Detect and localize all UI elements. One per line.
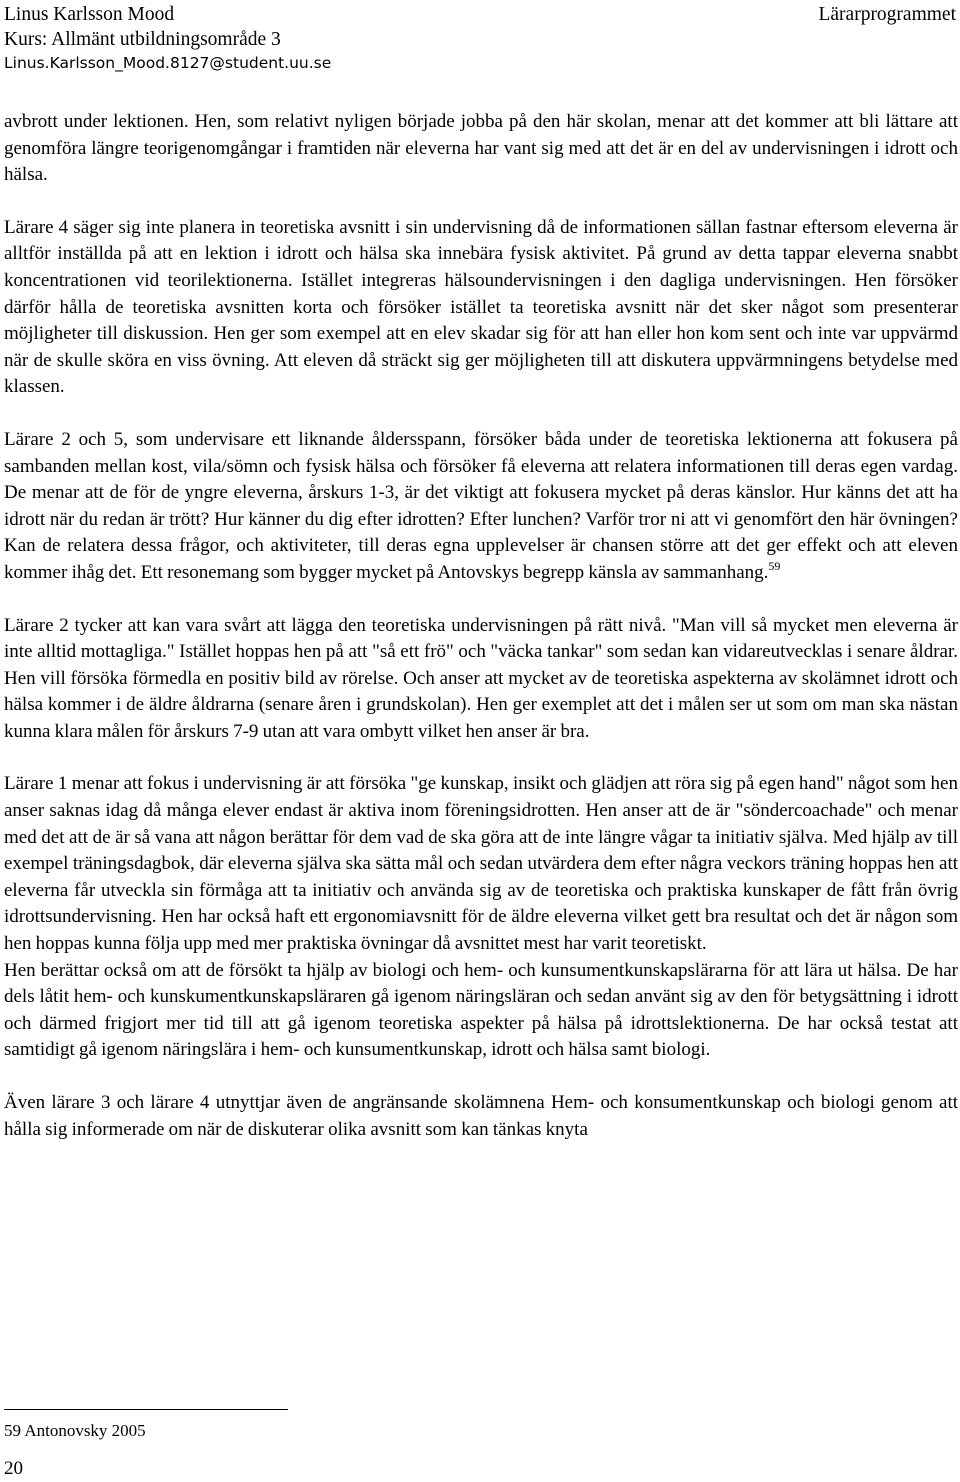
paragraph-7: Även lärare 3 och lärare 4 utnyttjar även de angränsande skolämnena Hem- och konsumentkunskap och biologi genom att hålla sig informerade om när de diskuterar olika avsnitt som kan tänkas knyta xyxy=(4,1092,958,1140)
header-course: Kurs: Allmänt utbildningsområde 3 xyxy=(4,29,281,50)
footnote-separator xyxy=(4,1409,288,1410)
paragraph-4: Lärare 2 tycker att kan vara svårt att lägga den teoretiska undervisningen på rätt nivå. "Man vill så mycket men eleverna är inte alltid mottagliga." Istället hoppas hen på att "så ett frö" och "väcka tankar" som sedan kan vidareutvecklas i senare åldrar. Hen vill försöka förmedla en positiv bild av rörelse. Och anser att mycket av de teoretiska aspekterna av skolämnet idrott och hälsa kommer i de äldre åldrarna (senare åren i grundskolan). Hen ger exemplet att det i målen ser ut som om man ska nästan kunna klara målen för årskurs 7-9 utan att vara ombytt vilket hen anser är bra. xyxy=(4,614,958,742)
paragraph-3-text: Lärare 2 och 5, som undervisare ett liknande åldersspann, försöker båda under de teoretiska lektionerna att fokusera på sambanden mellan kost, vila/sömn och fysisk hälsa och försöker få eleverna att relatera informationen till deras egen vardag. De menar att de för de yngre eleverna, årskurs 1-3, är det viktigt att fokusera mycket på deras känslor. Hur känns det att ha idrott när du redan är trött? Hur känner du dig efter idrotten? Efter lunchen? Varför tror ni att vi genomfört den här övningen? Kan de relatera dessa frågor, och aktiviteter, till deras egna upplevelser är chansen större att det ger effekt och att eleven kommer ihåg det. Ett resonemang som bygger mycket på Antovskys begrepp känsla av sammanhang. xyxy=(4,428,958,583)
header-author: Linus Karlsson Mood xyxy=(4,4,175,25)
body-text xyxy=(4,109,958,1143)
paragraph-3 xyxy=(4,427,958,587)
footnote-text: Antonovsky 2005 xyxy=(24,1421,146,1440)
page-header xyxy=(4,2,956,75)
paragraph-2: Lärare 4 säger sig inte planera in teoretiska avsnitt i sin undervisning då de informationen sällan fastnar eftersom eleverna är alltför inställda på att en lektion i idrott och hälsa ska innebära fysisk aktivitet. På grund av detta tappar eleverna snabbt koncentrationen vid teorilektionerna. Istället integreras hälsoundervisningen i den dagliga undervisningen. Hen försöker därför hålla de teoretiska avsnitten korta och försöker istället ta teoretiska avsnitt när det sker något som presenterar möjligheter till diskussion. Hen ger som exempel att en elev skadar sig för att han eller hon kom sent och inte var uppvärmd när de skulle sköra en viss övning. Att eleven då sträckt sig ger möjligheten till att diskutera uppvärmningens betydelse med klassen. xyxy=(4,216,958,398)
header-email: Linus.Karlsson_Mood.8127@student.uu.se xyxy=(4,54,332,72)
paragraph-6: Hen berättar också om att de försökt ta hjälp av biologi och hem- och kunsumentkunskapslärarna för att lära ut hälsa. De har dels låtit hem- och kunskumentkunskapsläraren gå igenom näringsläran och sedan använt sig av den för betygsättning i idrott och därmed frigjort mer tid till att gå igenom teoretiska aspekter på hälsa på idrottslektionerna. De har också testat att samtidigt gå igenom näringslära i hem- och kunsumentkunskap, idrott och hälsa samt biologi. xyxy=(4,959,958,1061)
footnote-number: 59 xyxy=(4,1421,21,1440)
page-number: 20 xyxy=(4,1458,23,1479)
footnote xyxy=(4,1420,146,1442)
paragraph-5: Lärare 1 menar att fokus i undervisning är att försöka "ge kunskap, insikt och glädjen att röra sig på egen hand" något som hen anser saknas idag då många elever endast är aktiva inom föreningsidrotten. Hen anser att de är "söndercoachade" och menar med det att de är så vana att någon berättar för dem vad de ska göra att de inte längre vågar ta initiativ själva. Med hjälp av till exempel träningsdagbok, där eleverna själva ska sätta mål och sedan utvärdera dem efter några veckors träning hoppas hen att eleverna får utveckla sin förmåga att ta initiativ och använda sig av de teoretiska och praktiska kunskaper de fått från övrig idrottsundervisning. Hen har också haft ett ergonomiavsnitt för de äldre eleverna vilket gett bra resultat och det är någon som hen hoppas kunna följa upp med mer praktiska övningar då avsnittet mest har varit teoretiskt. xyxy=(4,773,958,955)
header-program: Lärarprogrammet xyxy=(818,4,956,25)
footnote-reference: 59 xyxy=(768,558,781,573)
paragraph-1: avbrott under lektionen. Hen, som relativt nyligen började jobba på den här skolan, menar att det kommer att bli lättare att genomföra längre teorigenomgångar i framtiden när eleverna har vant sig med att det är en del av undervisningen i idrott och hälsa. xyxy=(4,111,958,186)
